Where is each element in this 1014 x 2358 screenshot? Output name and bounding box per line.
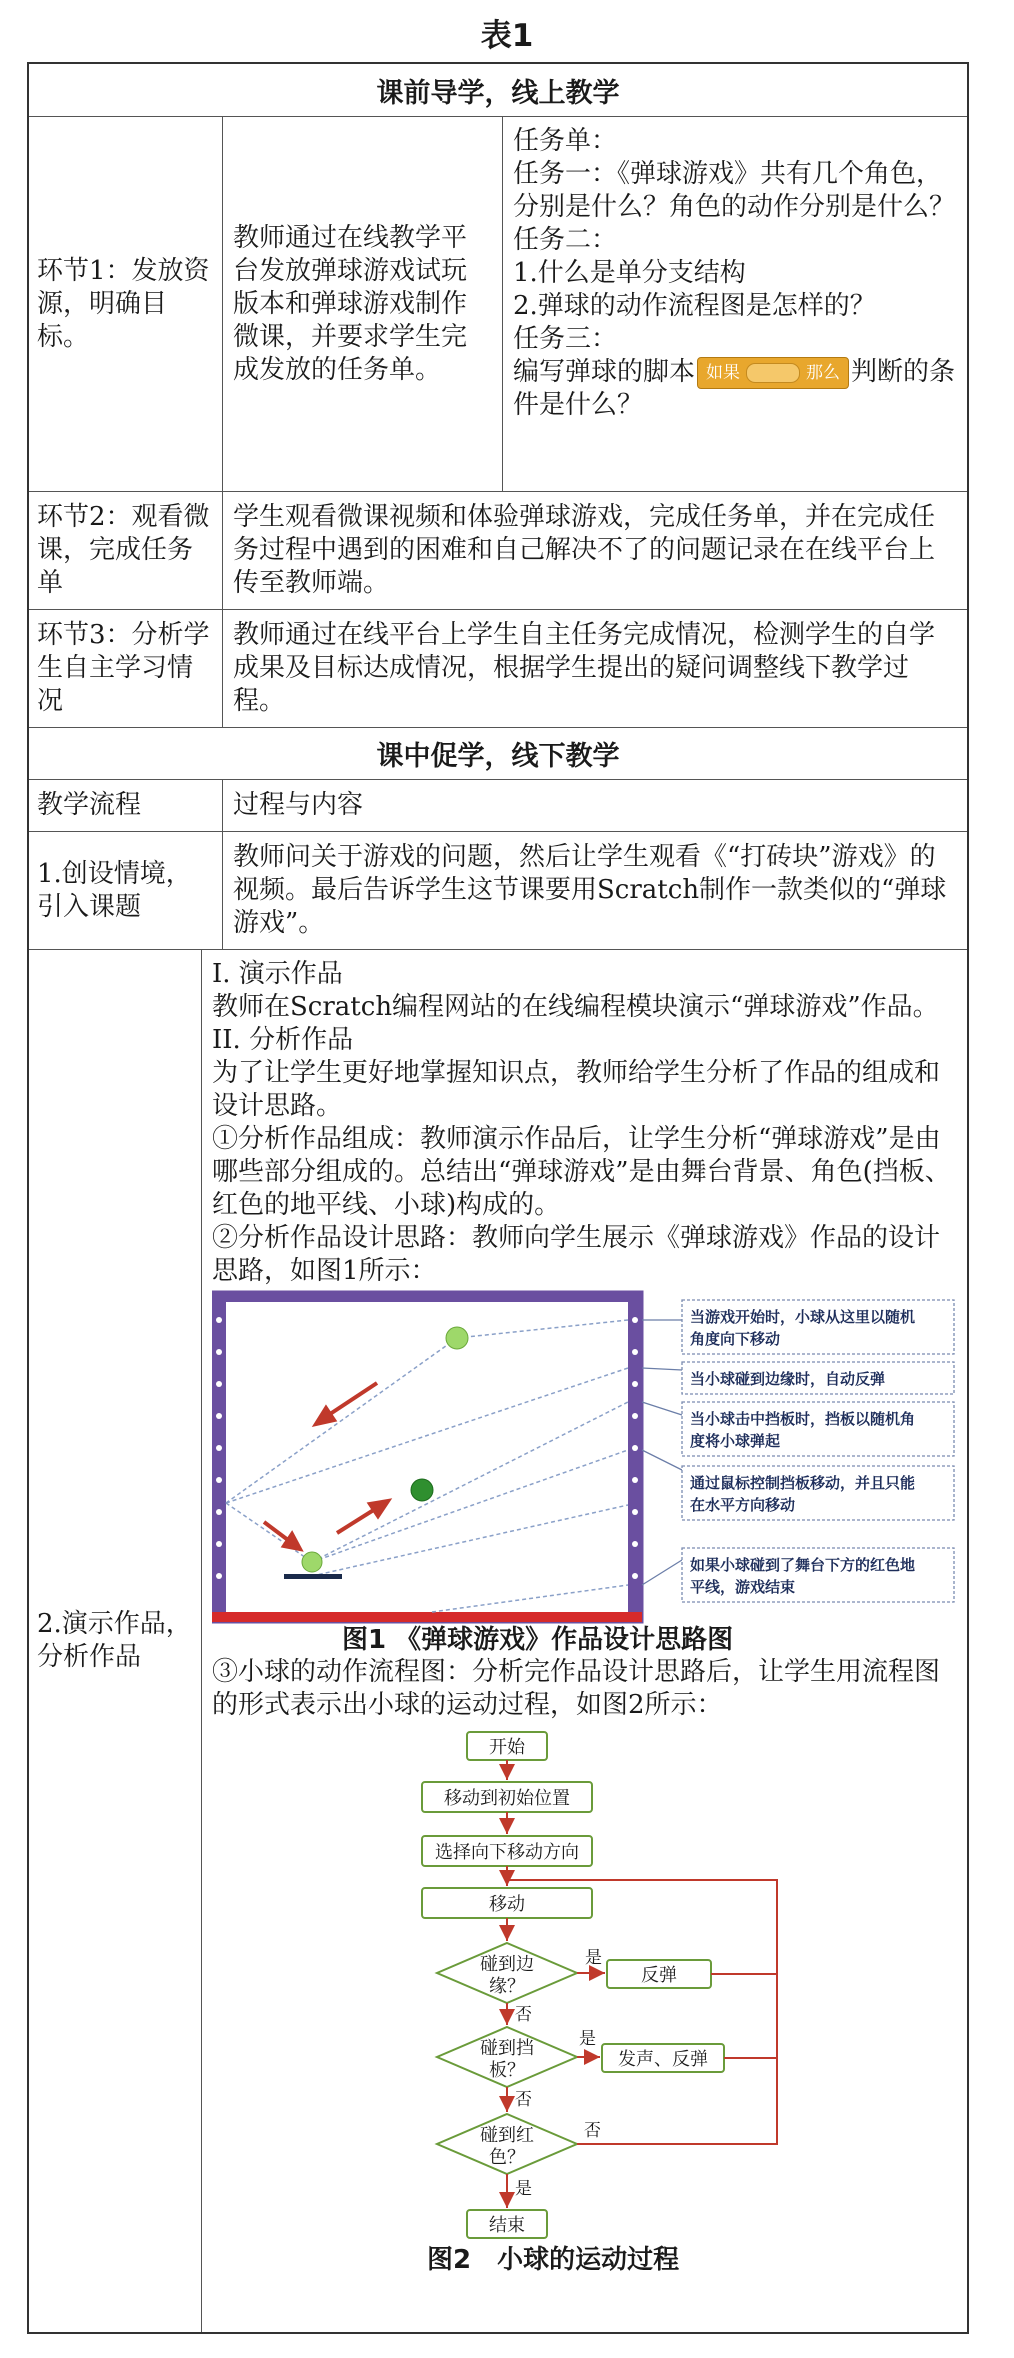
offline-column-header <box>29 779 967 831</box>
flow-no-3: 否 <box>584 2121 601 2141</box>
block-condition-slot <box>746 363 800 383</box>
col-header-content: 过程与内容 <box>233 790 364 820</box>
fig1-note-5a: 如果小球碰到了舞台下方的红色地 <box>690 1556 916 1574</box>
block-then-label: 那么 <box>806 363 841 383</box>
online-step3-label: 环节3：分析学生自主学习情况 <box>29 610 223 727</box>
flow-start: 开始 <box>489 1737 525 1758</box>
flow-move-init: 移动到初始位置 <box>444 1788 570 1809</box>
flow-sound-bounce: 发声、反弹 <box>618 2049 708 2070</box>
block-if-label: 如果 <box>706 363 741 383</box>
figure2-flowchart <box>212 1730 957 2250</box>
fig1-note-4a: 通过鼠标控制挡板移动，并且只能 <box>690 1474 916 1492</box>
offline-step1-row <box>29 831 967 949</box>
fig1-note-4b: 在水平方向移动 <box>690 1496 796 1514</box>
figure1-illustration <box>212 1290 957 1624</box>
flow-bounce: 反弹 <box>641 1965 677 1986</box>
fig1-note-2: 当小球碰到边缘时，自动反弹 <box>690 1370 886 1388</box>
online-step1-label: 环节1：发放资源，明确目标。 <box>29 117 223 491</box>
demo-heading: I. 演示作品 <box>212 959 343 989</box>
section-title-online: 课前导学，线上教学 <box>376 77 620 109</box>
fig1-note-5b: 平线，游戏结束 <box>690 1578 796 1596</box>
figure2 <box>212 1730 957 2250</box>
online-step2-label: 环节2：观看微课，完成任务单 <box>29 492 223 609</box>
task-three <box>513 356 957 422</box>
flow-yes-2: 是 <box>579 2029 596 2049</box>
task-two-item1: 1.什么是单分支结构 <box>513 258 746 288</box>
offline-step1-label: 1.创设情境，引入课题 <box>29 832 223 949</box>
analysis-design: ②分析作品设计思路：教师向学生展示《弹球游戏》作品的设计思路，如图1所示： <box>212 1223 941 1286</box>
task-two-item2: 2.弹球的动作流程图是怎样的？ <box>513 291 876 321</box>
fig1-note-3b: 度将小球弹起 <box>690 1432 781 1450</box>
lesson-table <box>27 62 969 2334</box>
online-step2-content: 学生观看微课视频和体验弹球游戏，完成任务单，并在完成任务过程中遇到的困难和自己解决不了的问题记录在在线平台上传至教师端。 <box>233 502 936 598</box>
task-three-title: 任务三： <box>513 324 618 354</box>
online-step1-tasks <box>503 117 967 491</box>
online-step3-row <box>29 609 967 727</box>
flow-choose-dir: 选择向下移动方向 <box>435 1842 579 1863</box>
fig1-note-1b: 角度向下移动 <box>690 1330 781 1348</box>
task-sheet-title: 任务单： <box>513 126 618 156</box>
task-three-pre: 编写弹球的脚本 <box>513 357 696 387</box>
col-header-flow: 教学流程 <box>29 780 223 831</box>
figure1-caption: 图1 《弹球游戏》作品设计思路图 <box>342 1625 734 1655</box>
flow-d2-l2: 板？ <box>489 2060 525 2081</box>
section-title-offline: 课中促学，线下教学 <box>376 741 620 772</box>
offline-step2-label: 2.演示作品，分析作品 <box>29 950 202 2332</box>
flow-d3-l2: 色？ <box>489 2147 525 2168</box>
analysis-composition: ①分析作品组成：教师演示作品后，让学生分析“弹球游戏”是由哪些部分组成的。总结出“弹球游戏”是由舞台背景、角色(挡板、红色的地平线、小球)构成的。 <box>212 1124 951 1220</box>
analysis-intro: 为了让学生更好地掌握知识点，教师给学生分析了作品的组成和设计思路。 <box>212 1058 941 1121</box>
figure1 <box>212 1290 957 1624</box>
section-header-offline <box>29 727 967 779</box>
flow-end: 结束 <box>489 2215 525 2236</box>
flow-d3-l1: 碰到红 <box>480 2125 534 2146</box>
if-then-block <box>697 357 849 389</box>
offline-step1-content: 教师问关于游戏的问题，然后让学生观看《“打砖块”游戏》的视频。最后告诉学生这节课要用Scratch制作一款类似的“弹球游戏”。 <box>233 842 947 938</box>
online-step1-row <box>29 116 967 491</box>
online-step2-row <box>29 491 967 609</box>
flow-d2-l1: 碰到挡 <box>480 2038 534 2059</box>
flow-move: 移动 <box>489 1894 525 1915</box>
task-three-post: 判断的条件是什么？ <box>513 357 956 420</box>
offline-step2-content <box>202 950 967 2332</box>
task-two-title: 任务二： <box>513 225 618 255</box>
fig1-note-3a: 当小球击中挡板时，挡板以随机角 <box>690 1410 916 1428</box>
online-step1-desc: 教师通过在线教学平台发放弹球游戏试玩版本和弹球游戏制作微课，并要求学生完成发放的任务单。 <box>223 117 503 491</box>
figure2-caption: 图2 小球的运动过程 <box>427 2245 680 2275</box>
task-one: 任务一：《弹球游戏》共有几个角色，分别是什么？角色的动作分别是什么？ <box>513 159 956 222</box>
online-step3-content: 教师通过在线平台上学生自主任务完成情况，检测学生的自学成果及目标达成情况，根据学生提出的疑问调整线下教学过程。 <box>233 620 936 716</box>
flow-yes-3: 是 <box>515 2179 532 2199</box>
analysis-heading: II. 分析作品 <box>212 1025 354 1055</box>
section-header-online <box>29 64 967 116</box>
demo-text: 教师在Scratch编程网站的在线编程模块演示“弹球游戏”作品。 <box>212 992 939 1022</box>
fig1-note-1a: 当游戏开始时，小球从这里以随机 <box>690 1308 916 1326</box>
flow-no-1: 否 <box>515 2005 532 2025</box>
flow-d1-l1: 碰到边 <box>480 1954 534 1975</box>
flow-d1-l2: 缘？ <box>489 1976 525 1997</box>
flowchart-intro: ③小球的动作流程图：分析完作品设计思路后，让学生用流程图的形式表示出小球的运动过程，如图2所示： <box>212 1657 941 1720</box>
flow-yes-1: 是 <box>585 1948 602 1968</box>
table-title: 表1 <box>480 18 534 54</box>
offline-step2-row <box>29 949 967 2332</box>
flow-no-2: 否 <box>515 2090 532 2110</box>
